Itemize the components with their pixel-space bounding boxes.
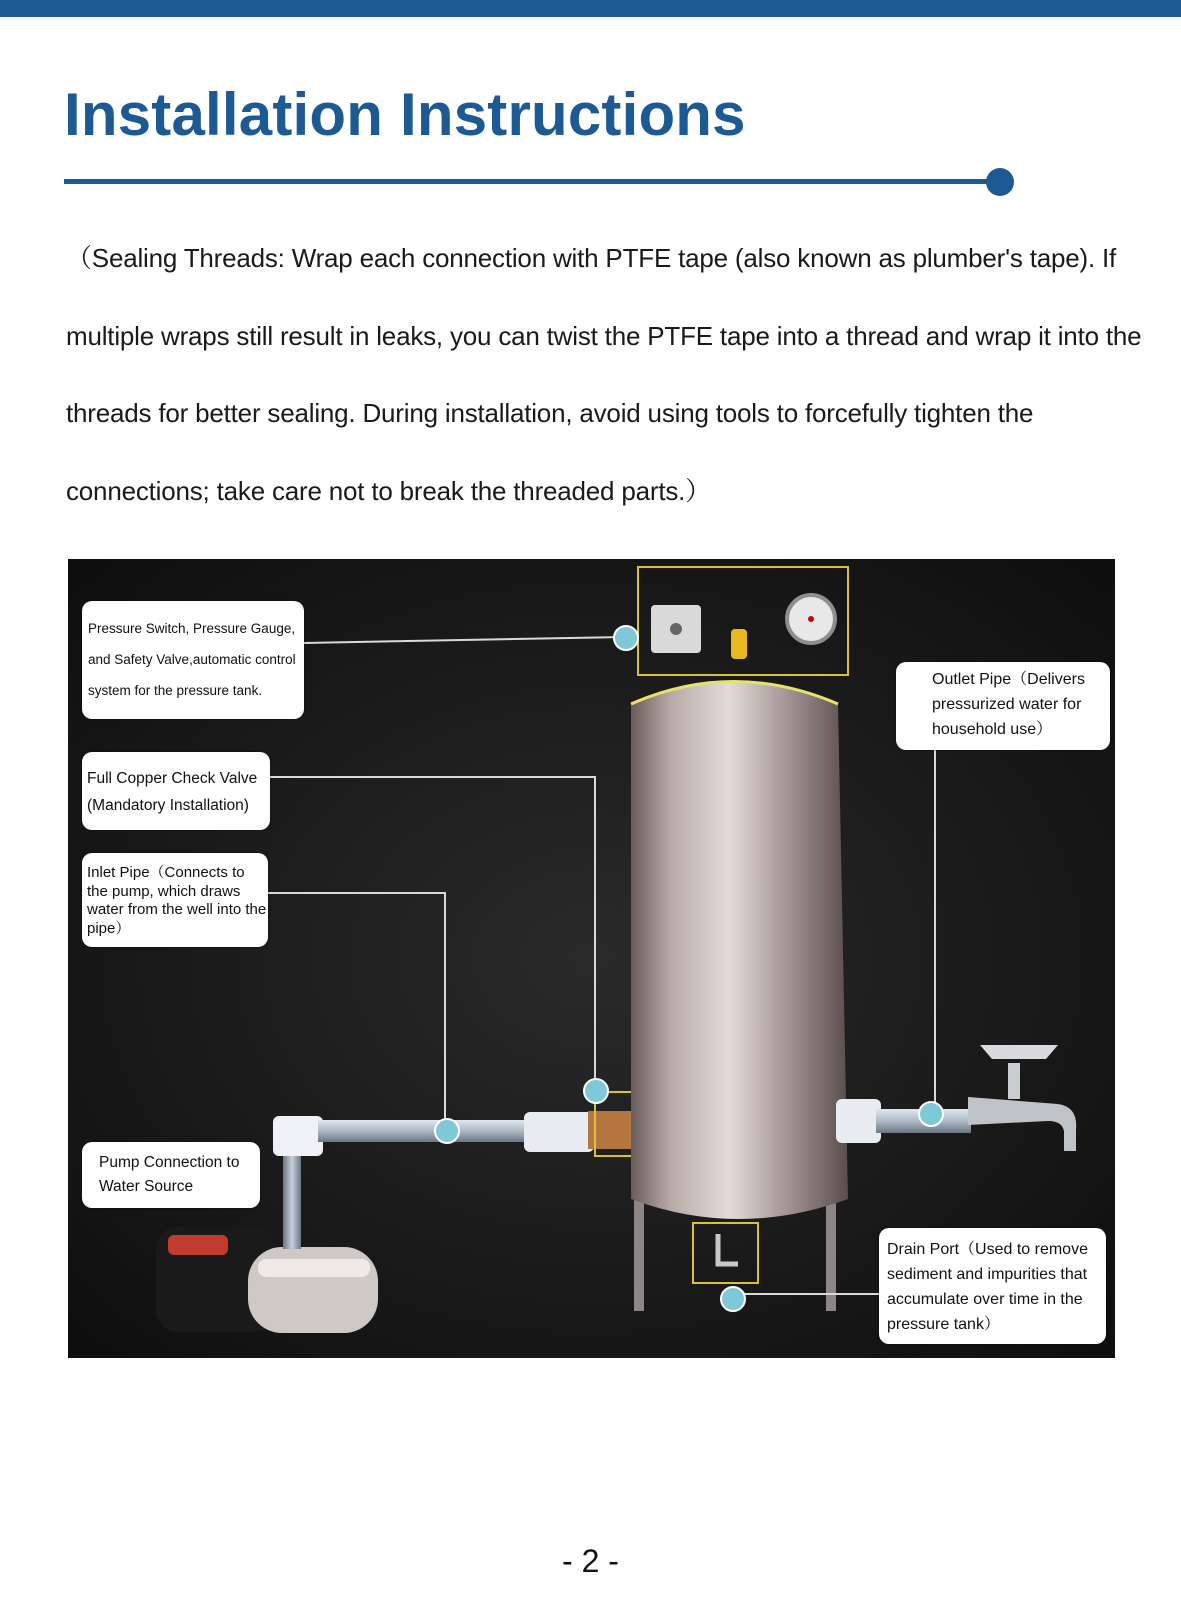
callout-outlet-pipe-text: Outlet Pipe（Delivers pressurized water for household use） xyxy=(932,671,1085,738)
callout-pressure-switch xyxy=(82,601,304,719)
callout-inlet-pipe-text: Inlet Pipe（Connects to the pump, which draws water from the well into the pipe） xyxy=(87,864,267,937)
marker-pressure-switch xyxy=(614,626,638,650)
callout-outlet-pipe xyxy=(896,662,1110,750)
page-number: - 2 - xyxy=(562,1543,619,1579)
callout-check-valve xyxy=(82,752,270,830)
callout-drain-port-text: Drain Port（Used to remove sediment and impurities that accumulate over time in the pressure tank） xyxy=(887,1241,1088,1333)
title-underline xyxy=(64,179,999,184)
top-accent-bar xyxy=(0,0,1181,17)
callout-pressure-switch-text: Pressure Switch, Pressure Gauge, and Safety Valve,automatic control system for the pressure tank. xyxy=(88,621,296,698)
callout-drain-port xyxy=(879,1228,1106,1344)
sealing-threads-paragraph: （Sealing Threads: Wrap each connection with PTFE tape (also known as plumber's tape). If multiple wraps still result in leaks, you can twist the PTFE tape into a thread and wrap it into the threads for better sealing. During installation, avoid using tools to forcefully tighten the connections; take care not to break the threaded parts.） xyxy=(66,243,1142,506)
callout-check-valve-text: Full Copper Check Valve (Mandatory Installation) xyxy=(87,770,258,814)
callout-pump-connection xyxy=(82,1142,260,1208)
title-underline-dot xyxy=(986,168,1014,196)
marker-drain-port xyxy=(721,1287,745,1311)
pressure-tank-diagram xyxy=(68,559,1115,1358)
callout-inlet-pipe xyxy=(82,853,268,947)
callout-pump-connection-text: Pump Connection to Water Source xyxy=(99,1154,240,1195)
marker-check-valve xyxy=(584,1079,608,1103)
marker-outlet-pipe xyxy=(919,1102,943,1126)
page-title: Installation Instructions xyxy=(64,81,746,148)
marker-inlet-pipe xyxy=(435,1119,459,1143)
